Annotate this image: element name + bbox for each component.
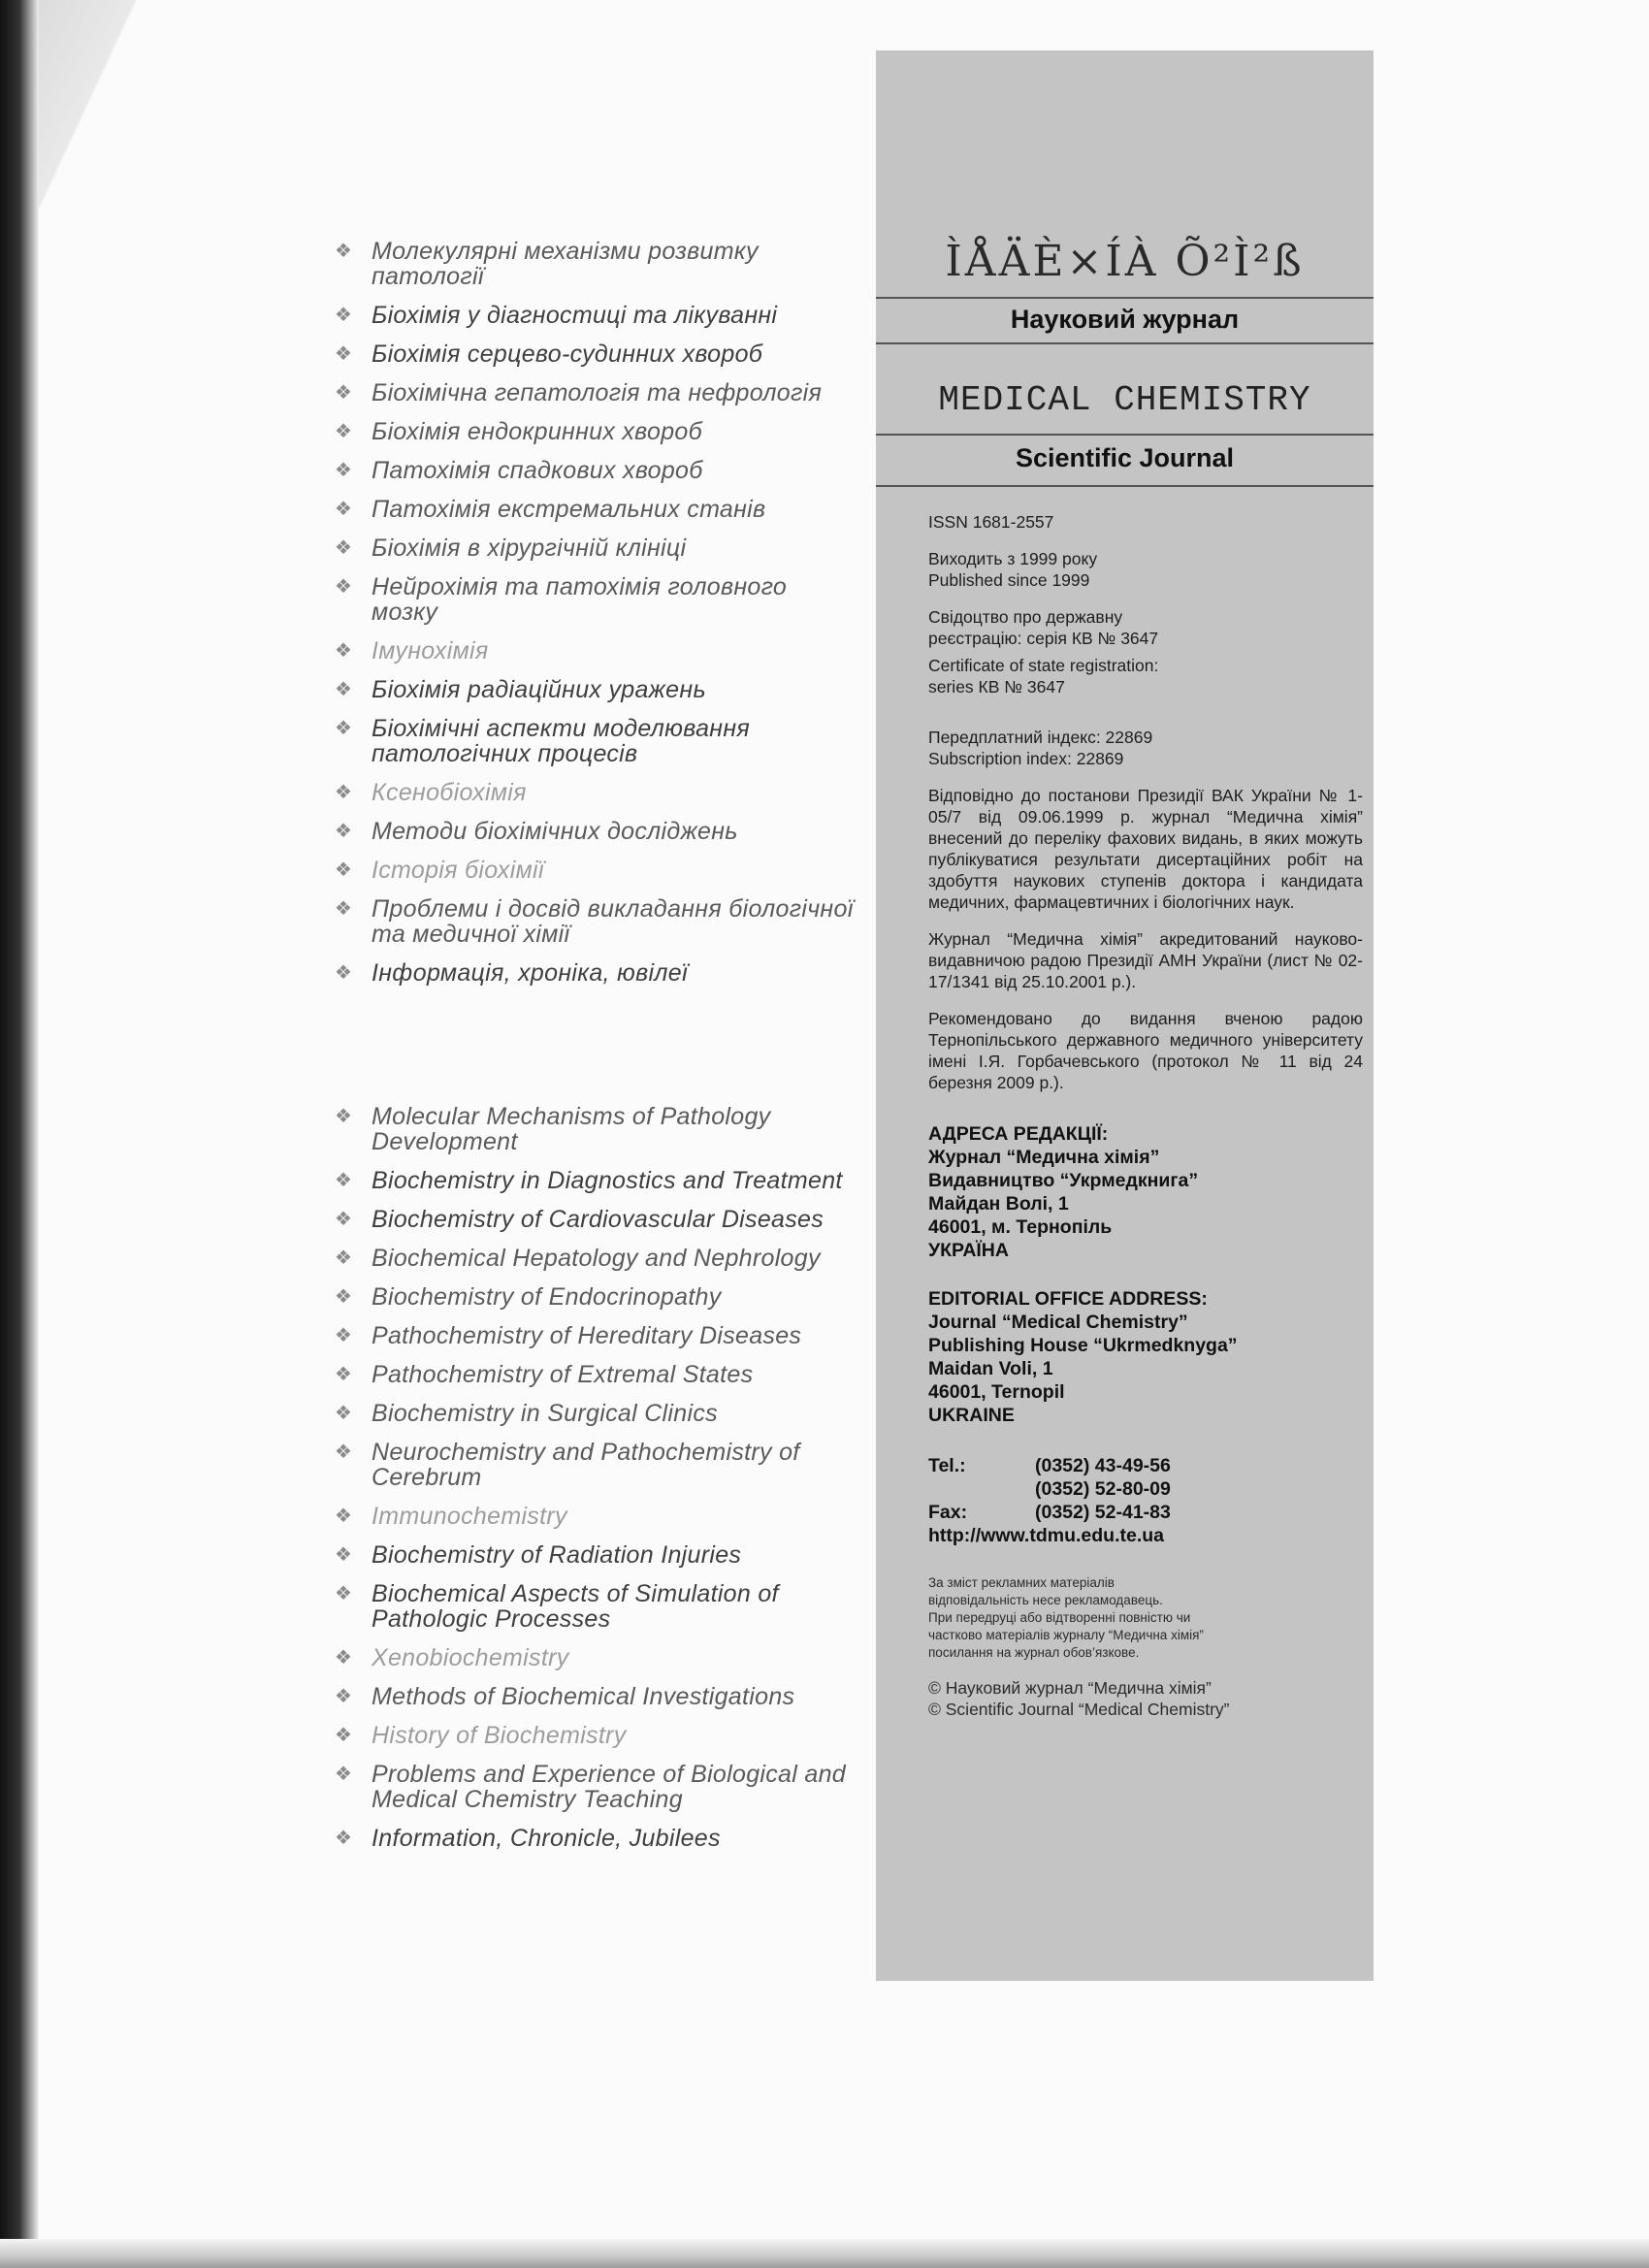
topic-label: Інформація, хроніка, ювілеї <box>372 959 688 987</box>
ua-topic-item <box>335 535 858 561</box>
topics-list-english <box>335 1104 858 1864</box>
ua-topic-item <box>335 896 858 947</box>
en-topic-item <box>335 1284 858 1310</box>
diamond-bullet-icon: ❖ <box>335 1247 353 1269</box>
ua-topic-item <box>335 716 858 766</box>
topic-label: Biochemistry in Diagnostics and Treatment <box>372 1167 843 1194</box>
subs-ua: Передплатний індекс: 22869 <box>928 728 1153 747</box>
diamond-bullet-icon: ❖ <box>335 1583 353 1604</box>
address-line: Maidan Voli, 1 <box>928 1358 1053 1379</box>
topic-label: Біохімічна гепатологія та нефрологія <box>372 379 823 406</box>
diamond-bullet-icon: ❖ <box>335 1106 353 1127</box>
en-topic-item <box>335 1104 858 1154</box>
diamond-bullet-icon: ❖ <box>335 1764 353 1785</box>
disclaimer-line: частково матеріалів журналу “Медична хімія” <box>928 1628 1204 1642</box>
disclaimer-line: посилання на журнал обов’язкове. <box>928 1645 1140 1660</box>
topic-label: Біохімія в хірургічній клініці <box>372 535 687 562</box>
ua-topic-item <box>335 819 858 844</box>
topic-label: Methods of Biochemical Investigations <box>372 1683 795 1710</box>
disclaimer-line: відповідальність несе рекламодавець. <box>928 1593 1163 1607</box>
topic-label: Історія біохімії <box>372 857 544 884</box>
subs-en: Subscription index: 22869 <box>928 749 1124 768</box>
en-topic-item <box>335 1723 858 1748</box>
topic-label: Biochemical Hepatology and Nephrology <box>372 1245 821 1272</box>
cert-en-line1: Certificate of state registration: <box>928 656 1159 675</box>
ua-topic-item <box>335 638 858 664</box>
en-topic-item <box>335 1504 858 1529</box>
copyright-line: © Scientific Journal “Medical Chemistry” <box>928 1700 1230 1719</box>
journal-type-en: Scientific Journal <box>1015 443 1235 472</box>
editorial-address-en <box>928 1287 1363 1427</box>
topic-label: Патохімія екстремальних станів <box>372 496 766 523</box>
issn: ISSN 1681-2557 <box>928 512 1054 532</box>
divider-rule <box>876 485 1374 487</box>
topic-label: Pathochemistry of Hereditary Diseases <box>372 1322 802 1349</box>
website-url[interactable]: http://www.tdmu.edu.te.ua <box>928 1525 1165 1546</box>
topic-label: Нейрохімія та патохімія головного мозку <box>372 573 788 626</box>
scan-bottom-edge <box>0 2239 1649 2268</box>
diamond-bullet-icon: ❖ <box>335 1364 353 1385</box>
address-line: Publishing House “Ukrmedknyga” <box>928 1335 1238 1356</box>
diamond-bullet-icon: ❖ <box>335 382 353 404</box>
topic-label: Biochemistry of Radiation Injuries <box>372 1541 742 1569</box>
diamond-bullet-icon: ❖ <box>335 718 353 739</box>
topic-label: Молекулярні механізми розвитку патології <box>372 238 759 290</box>
en-topic-item <box>335 1581 858 1632</box>
journal-title-en: MEDICAL CHEMISTRY <box>938 380 1311 420</box>
diamond-bullet-icon: ❖ <box>335 576 353 598</box>
masthead-encoded-title: ÌÅÄÈ×ÍÀ Õ²Ì²ß <box>945 237 1305 286</box>
topic-label: Immunochemistry <box>372 1503 567 1530</box>
cert-ua-line2: реєстрацію: серія КВ № 3647 <box>928 629 1159 648</box>
en-topic-item <box>335 1168 858 1193</box>
ua-topic-item <box>335 458 858 483</box>
diamond-bullet-icon: ❖ <box>335 821 353 842</box>
contact-block <box>928 1454 1363 1547</box>
subscription-index <box>928 727 1363 769</box>
topic-label: Biochemical Aspects of Simulation of Pathologic Processes <box>372 1580 779 1633</box>
address-line: Журнал “Медична хімія” <box>928 1147 1160 1168</box>
topic-label: Ксенобіохімія <box>372 779 527 806</box>
ua-topic-item <box>335 677 858 702</box>
ua-topic-item <box>335 574 858 625</box>
diamond-bullet-icon: ❖ <box>335 499 353 520</box>
copyright-line: © Науковий журнал “Медична хімія” <box>928 1678 1212 1698</box>
diamond-bullet-icon: ❖ <box>335 241 353 262</box>
diamond-bullet-icon: ❖ <box>335 305 353 326</box>
ua-topic-item <box>335 419 858 444</box>
en-topic-item <box>335 1362 858 1387</box>
en-topic-item <box>335 1542 858 1568</box>
journal-type-ua: Науковий журнал <box>1010 305 1240 334</box>
recommendation-statement: Рекомендовано до видання вченою радою Тернопільського державного медичного університету імені І.Я. Горбачевського (протокол № 11 від 24 березня 2009 р.). <box>928 1009 1363 1092</box>
diamond-bullet-icon: ❖ <box>335 537 353 559</box>
topic-label: Neurochemistry and Pathochemistry of Cerebrum <box>372 1439 800 1491</box>
diamond-bullet-icon: ❖ <box>335 640 353 662</box>
editorial-address-ua <box>928 1122 1363 1262</box>
address-line: 46001, м. Тернопіль <box>928 1216 1113 1238</box>
disclaimer-line: За зміст рекламних матеріалів <box>928 1575 1115 1590</box>
en-topic-item <box>335 1401 858 1426</box>
accreditation-statement: Журнал “Медична хімія” акредитований науково-видавничою радою Президії АМН України (лист № 02-17/1341 від 25.10.2001 р.). <box>928 929 1363 991</box>
ua-topic-item <box>335 497 858 522</box>
fax-label: Fax: <box>928 1502 968 1523</box>
diamond-bullet-icon: ❖ <box>335 859 353 881</box>
en-topic-item <box>335 1645 858 1670</box>
en-topic-item <box>335 1207 858 1232</box>
topic-label: Information, Chronicle, Jubilees <box>372 1825 721 1852</box>
topic-label: Biochemistry in Surgical Clinics <box>372 1400 718 1427</box>
since-en: Published since 1999 <box>928 570 1090 590</box>
diamond-bullet-icon: ❖ <box>335 1403 353 1424</box>
tel-number-1: (0352) 43-49-56 <box>1035 1455 1171 1476</box>
cert-en-line2: series КВ № 3647 <box>928 677 1065 697</box>
topic-label: Біохімія серцево-судинних хвороб <box>372 340 763 368</box>
address-line: Journal “Medical Chemistry” <box>928 1312 1188 1333</box>
diamond-bullet-icon: ❖ <box>335 1170 353 1191</box>
certificate-ua <box>928 606 1363 649</box>
address-line: АДРЕСА РЕДАКЦІЇ: <box>928 1123 1109 1145</box>
diamond-bullet-icon: ❖ <box>335 1506 353 1527</box>
ua-topic-item <box>335 341 858 367</box>
diamond-bullet-icon: ❖ <box>335 898 353 920</box>
topic-label: Біохімія у діагностиці та лікуванні <box>372 302 778 329</box>
tel-label: Tel.: <box>928 1455 966 1476</box>
since-ua: Виходить з 1999 року <box>928 549 1098 568</box>
ua-topic-item <box>335 380 858 405</box>
address-line: UKRAINE <box>928 1405 1015 1426</box>
en-topic-item <box>335 1684 858 1709</box>
diamond-bullet-icon: ❖ <box>335 1544 353 1566</box>
disclaimer-line: При передруці або відтворенні повністю чи <box>928 1610 1191 1625</box>
diamond-bullet-icon: ❖ <box>335 1286 353 1308</box>
diamond-bullet-icon: ❖ <box>335 1647 353 1669</box>
diamond-bullet-icon: ❖ <box>335 1209 353 1230</box>
ua-topic-item <box>335 303 858 328</box>
journal-info-column <box>876 50 1374 1981</box>
topic-label: Методи біохімічних досліджень <box>372 818 738 845</box>
diamond-bullet-icon: ❖ <box>335 1325 353 1346</box>
diamond-bullet-icon: ❖ <box>335 1686 353 1707</box>
copyright-notice <box>928 1677 1363 1720</box>
topic-label: History of Biochemistry <box>372 1722 627 1749</box>
topic-label: Біохімічні аспекти моделювання патологічних процесів <box>372 715 751 767</box>
diamond-bullet-icon: ❖ <box>335 460 353 481</box>
tel-number-2: (0352) 52-80-09 <box>1035 1478 1171 1500</box>
topic-label: Biochemistry of Cardiovascular Diseases <box>372 1206 824 1233</box>
en-topic-item <box>335 1246 858 1271</box>
diamond-bullet-icon: ❖ <box>335 782 353 803</box>
published-since <box>928 548 1363 591</box>
divider-rule <box>876 434 1374 436</box>
topic-label: Molecular Mechanisms of Pathology Development <box>372 1103 771 1155</box>
diamond-bullet-icon: ❖ <box>335 962 353 984</box>
ua-topic-item <box>335 780 858 805</box>
advertising-disclaimer <box>928 1574 1363 1662</box>
vak-statement: Відповідно до постанови Президії ВАК України № 1-05/7 від 09.06.1999 р. журнал “Медична хімія” внесений до переліку фахових видань, в яких можуть публікуватися результати дисертаційних робіт на здобуття наукових ступенів доктора і кандидата медичних, фармацевтичних і біологічних наук. <box>928 786 1363 912</box>
topic-label: Проблеми і досвід викладання біологічної та медичної хімії <box>372 895 854 948</box>
topic-label: Problems and Experience of Biological and Medical Chemistry Teaching <box>372 1761 846 1813</box>
address-line: 46001, Ternopil <box>928 1381 1065 1403</box>
en-topic-item <box>335 1323 858 1348</box>
address-line: УКРАЇНА <box>928 1240 1009 1261</box>
fax-number: (0352) 52-41-83 <box>1035 1502 1171 1523</box>
cert-ua-line1: Свідоцтво про державну <box>928 607 1123 627</box>
address-line: Видавництво “Укрмедкнига” <box>928 1170 1199 1191</box>
diamond-bullet-icon: ❖ <box>335 679 353 700</box>
scan-left-edge <box>0 0 39 2268</box>
topic-label: Біохімія радіаційних уражень <box>372 676 706 703</box>
topics-list-ukrainian <box>335 239 858 999</box>
ua-topic-item <box>335 858 858 883</box>
ua-topic-item <box>335 239 858 289</box>
topic-label: Xenobiochemistry <box>372 1644 569 1671</box>
en-topic-item <box>335 1440 858 1490</box>
topic-label: Патохімія спадкових хвороб <box>372 457 703 484</box>
diamond-bullet-icon: ❖ <box>335 1442 353 1463</box>
diamond-bullet-icon: ❖ <box>335 343 353 365</box>
en-topic-item <box>335 1762 858 1812</box>
ua-topic-item <box>335 960 858 986</box>
en-topic-item <box>335 1826 858 1851</box>
diamond-bullet-icon: ❖ <box>335 421 353 442</box>
topic-label: Імунохімія <box>372 637 489 664</box>
divider-rule <box>876 342 1374 344</box>
publication-info <box>928 511 1363 1720</box>
divider-rule <box>876 297 1374 299</box>
topic-label: Biochemistry of Endocrinopathy <box>372 1283 722 1311</box>
diamond-bullet-icon: ❖ <box>335 1725 353 1746</box>
diamond-bullet-icon: ❖ <box>335 1828 353 1849</box>
topic-label: Pathochemistry of Extremal States <box>372 1361 754 1388</box>
address-line: EDITORIAL OFFICE ADDRESS: <box>928 1288 1208 1310</box>
address-line: Майдан Волі, 1 <box>928 1193 1069 1215</box>
topic-label: Біохімія ендокринних хвороб <box>372 418 702 445</box>
certificate-en <box>928 655 1363 697</box>
